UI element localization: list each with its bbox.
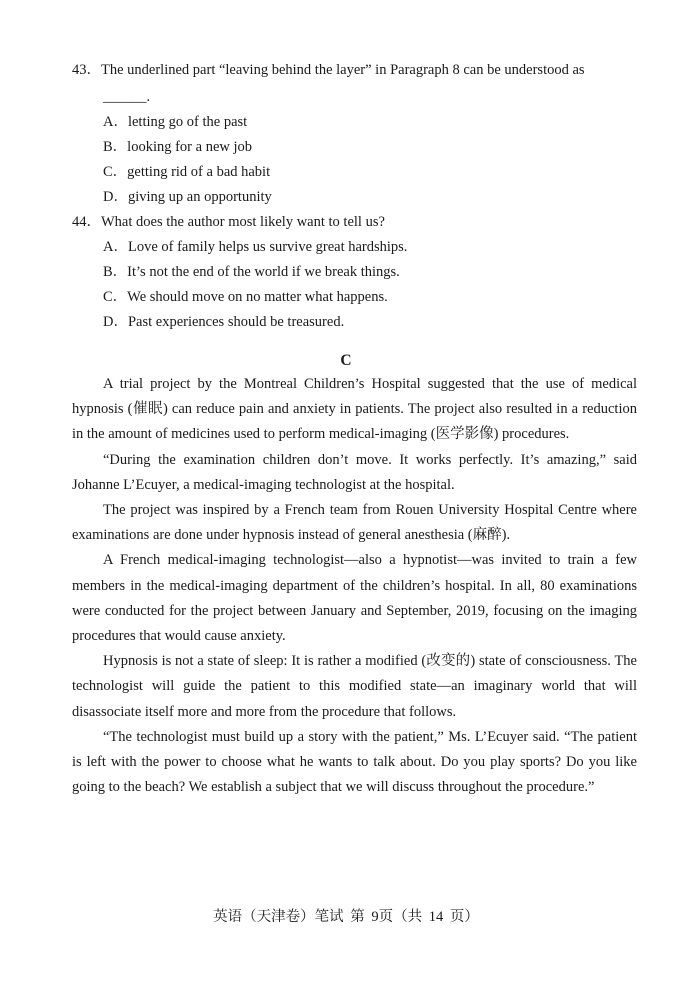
passage-paragraph: The project was inspired by a French team from Rouen University Hospital Centre where examinations are done under hypnosis instead of general anesthesia (麻醉). [72, 502, 637, 544]
section-title: C [340, 352, 352, 369]
question-44-option-c: C．We should move on no matter what happens. [103, 289, 388, 305]
question-43-option-c: C．getting rid of a bad habit [103, 164, 271, 180]
reading-passage [72, 372, 637, 800]
passage-paragraph: A French medical-imaging technologist—also a hypnotist—was invited to train a few members in the medical-imaging department of the children’s hospital. In all, 80 examinations were conducted for the project between January and September, 2019, focusing on the imaging procedures that would cause anxiety. [72, 552, 637, 645]
question-44-option-b: B．It’s not the end of the world if we break things. [103, 264, 400, 280]
passage-paragraph: “During the examination children don’t move. It works perfectly. It’s amazing,” said Johanne L’Ecuyer, a medical-imaging technologist at the hospital. [72, 451, 637, 493]
question-43-stem: 43．The underlined part “leaving behind the layer” in Paragraph 8 can be understood as [72, 62, 585, 78]
question-44-option-d: D．Past experiences should be treasured. [103, 314, 345, 330]
question-43-blank: ______. [103, 89, 151, 105]
question-43-option-a: A．letting go of the past [103, 114, 248, 130]
question-43-option-b: B．looking for a new job [103, 139, 253, 155]
passage-paragraph: Hypnosis is not a state of sleep: It is rather a modified (改变的) state of consciousness. The technologist will guide the patient to this modified state—an imaginary world that will disassociate itself more and more from the procedure that follows. [72, 653, 637, 720]
question-44-stem: 44．What does the author most likely want to tell us? [72, 214, 385, 230]
question-44-option-a: A．Love of family helps us survive great hardships. [103, 239, 408, 255]
passage-paragraph: “The technologist must build up a story with the patient,” Ms. L’Ecuyer said. “The patient is left with the power to choose what he wants to talk about. Do you play sports? Do you like going to the beach? We establish a subject that we will discuss throughout the procedure.” [72, 728, 637, 796]
question-43-option-d: D．giving up an opportunity [103, 189, 272, 205]
page-footer: 英语（天津卷）笔试 第 9页（共 14 页） [213, 909, 479, 925]
passage-paragraph: A trial project by the Montreal Children’s Hospital suggested that the use of medical hypnosis (催眠) can reduce pain and anxiety in patients. The project also resulted in a reduction in the amount of medicines used to perform medical-imaging (医学影像) procedures. [72, 376, 637, 443]
